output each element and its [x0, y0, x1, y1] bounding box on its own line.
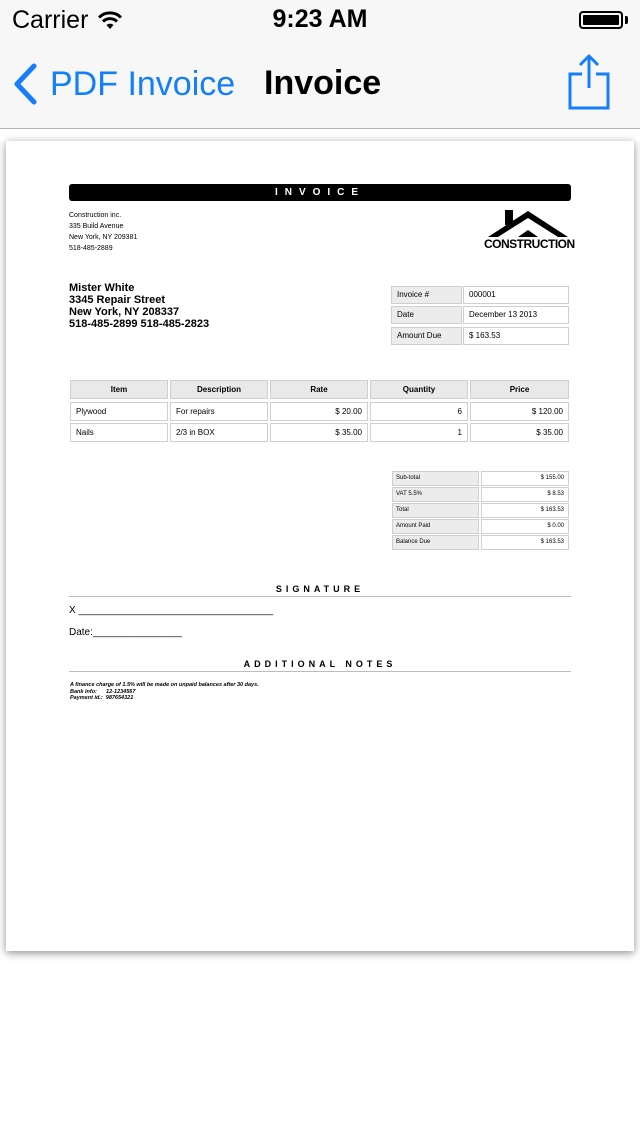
date-label: Date — [391, 306, 462, 324]
logo-text: CONSTRUCTION — [484, 237, 575, 251]
note-line: A finance charge of 1.5% will be made on unpaid balances after 30 days. — [70, 682, 259, 688]
table-cell: 1 — [370, 423, 468, 442]
balance-due-label: Balance Due — [392, 535, 479, 550]
note-line: Bank info: 12-1234567 — [70, 688, 136, 695]
signature-line: X ___________________________________ — [69, 605, 274, 616]
status-bar — [0, 0, 640, 40]
invoice-number-label: Invoice # — [391, 286, 462, 304]
invoice-page — [6, 141, 634, 951]
balance-due-value: $ 163.53 — [481, 535, 569, 550]
amount-due-label: Amount Due — [391, 327, 462, 345]
col-header-quantity: Quantity — [370, 380, 468, 399]
date-value: December 13 2013 — [463, 306, 569, 324]
company-phone: 518-485-2889 — [69, 245, 113, 252]
subtotal-label: Sub-total — [392, 471, 479, 486]
carrier-label: Carrier — [12, 6, 89, 34]
company-street: 335 Build Avenue — [69, 223, 124, 230]
table-cell: $ 20.00 — [270, 402, 368, 421]
amount-due-value: $ 163.53 — [463, 327, 569, 345]
construction-logo — [484, 207, 575, 255]
company-name: Construction inc. — [69, 212, 122, 219]
additional-notes — [70, 682, 259, 702]
note-line: Payment id.: 987654321 — [70, 695, 134, 701]
chevron-left-icon — [12, 63, 38, 105]
table-cell: 2/3 in BOX — [170, 423, 268, 442]
table-cell: Plywood — [70, 402, 168, 421]
signature-title: SIGNATURE — [275, 584, 365, 594]
pdf-viewer[interactable] — [0, 129, 640, 1136]
company-address — [69, 210, 137, 254]
navigation-bar — [0, 40, 640, 129]
back-button-label: PDF Invoice — [50, 64, 236, 103]
back-button[interactable] — [12, 58, 235, 110]
total-value: $ 163.53 — [481, 503, 569, 518]
table-cell: For repairs — [170, 402, 268, 421]
amount-paid-value: $ 0.00 — [481, 519, 569, 534]
col-header-item: Item — [70, 380, 168, 399]
notes-rule — [69, 671, 571, 672]
table-cell: $ 35.00 — [270, 423, 368, 442]
company-city: New York, NY 209381 — [69, 234, 138, 241]
clock: 9:23 AM — [272, 5, 368, 33]
battery-tip — [625, 16, 628, 24]
signature-rule — [69, 596, 571, 597]
table-cell: 6 — [370, 402, 468, 421]
col-header-description: Description — [170, 380, 268, 399]
total-label: Total — [392, 503, 479, 518]
table-cell: Nails — [70, 423, 168, 442]
vat-value: $ 8.53 — [481, 487, 569, 502]
house-roof-icon — [484, 207, 572, 239]
client-name: Mister White — [69, 282, 135, 294]
client-street: 3345 Repair Street — [69, 294, 165, 306]
amount-paid-label: Amount Paid — [392, 519, 479, 534]
subtotal-value: $ 155.00 — [481, 471, 569, 486]
page-title: Invoice — [264, 64, 382, 102]
client-address — [69, 282, 209, 330]
col-header-rate: Rate — [270, 380, 368, 399]
table-cell: $ 35.00 — [470, 423, 569, 442]
client-city: New York, NY 208337 — [69, 306, 180, 318]
col-header-price: Price — [470, 380, 569, 399]
invoice-banner: INVOICE — [69, 184, 571, 201]
invoice-number-value: 000001 — [463, 286, 569, 304]
additional-notes-title: ADDITIONAL NOTES — [243, 659, 397, 669]
date-line: Date:________________ — [69, 627, 182, 638]
battery-icon — [579, 11, 623, 29]
share-icon[interactable] — [566, 52, 612, 112]
table-cell: $ 120.00 — [470, 402, 569, 421]
client-phones: 518-485-2899 518-485-2823 — [69, 318, 210, 330]
vat-label: VAT 5.5% — [392, 487, 479, 502]
